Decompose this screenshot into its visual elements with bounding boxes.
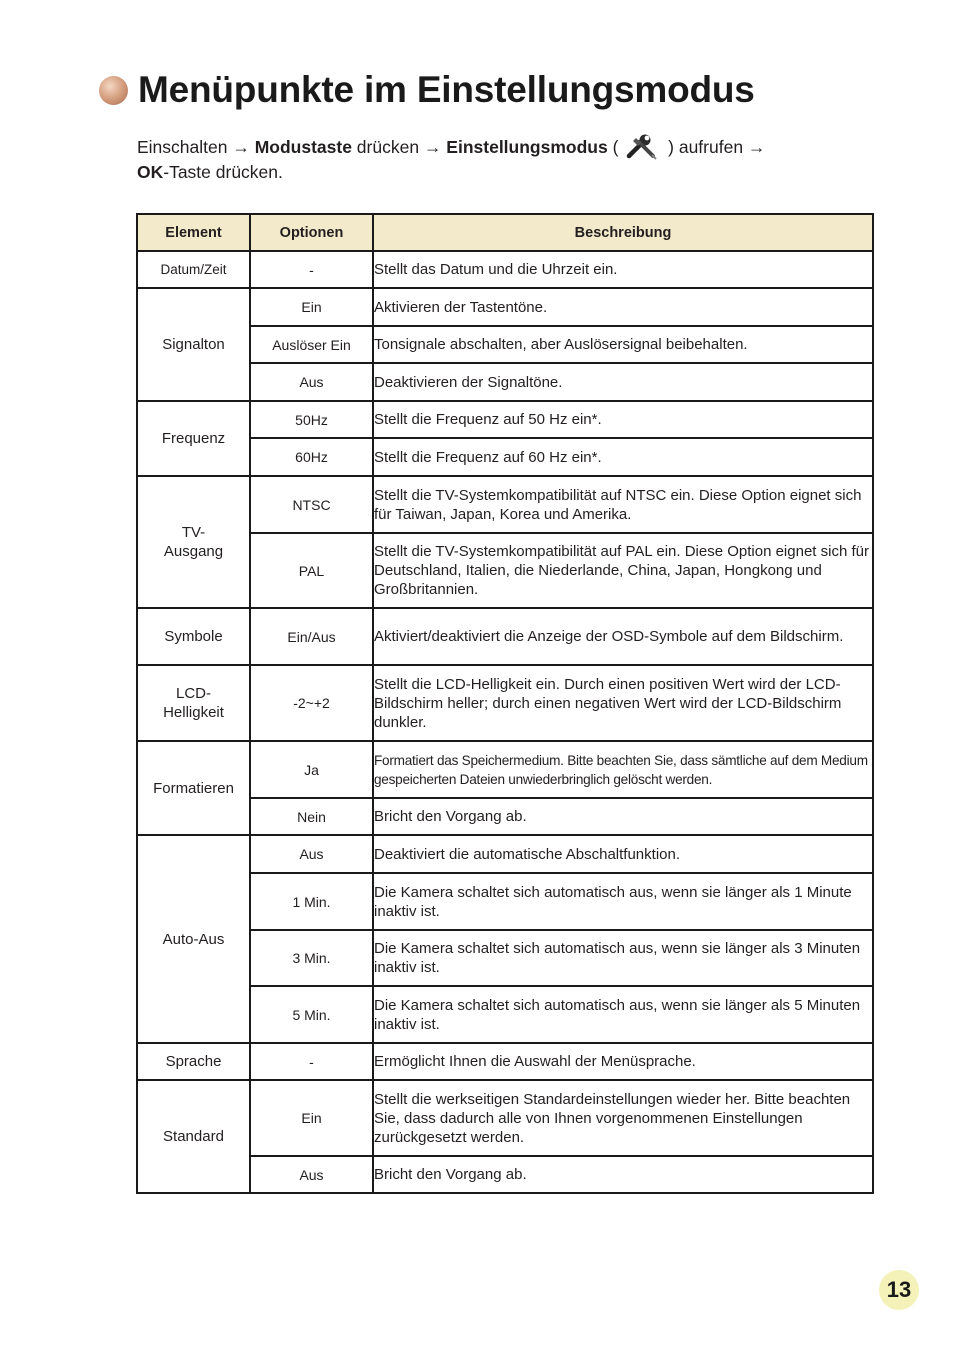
element-cell: Sprache	[137, 1043, 250, 1080]
table-row	[137, 288, 873, 326]
description-cell: Stellt die TV-Systemkompatibilität auf PAL ein. Diese Option eignet sich für Deutschland, Italien, die Niederlande, China, Japan, Hongkong und Großbritannien.	[373, 533, 873, 608]
option-cell: Aus	[250, 1156, 373, 1193]
option-cell: Nein	[250, 798, 373, 835]
option-cell: Ein	[250, 288, 373, 326]
option-cell: 50Hz	[250, 401, 373, 438]
description-cell: Stellt die Frequenz auf 50 Hz ein*.	[373, 401, 873, 438]
intro-setup-mode: Einstellungsmodus	[446, 137, 608, 157]
page-title: Menüpunkte im Einstellungsmodus	[138, 69, 755, 110]
header-description: Beschreibung	[373, 214, 873, 251]
description-cell: Ermöglicht Ihnen die Auswahl der Menüsprache.	[373, 1043, 873, 1080]
option-cell: Ein/Aus	[250, 608, 373, 665]
table-row	[137, 835, 873, 873]
settings-table	[136, 213, 874, 1194]
element-cell: Standard	[137, 1080, 250, 1193]
option-cell: -2~+2	[250, 665, 373, 741]
option-cell: Ja	[250, 741, 373, 798]
option-cell: NTSC	[250, 476, 373, 533]
description-cell: Bricht den Vorgang ab.	[373, 798, 873, 835]
option-cell: 5 Min.	[250, 986, 373, 1043]
header-options: Optionen	[250, 214, 373, 251]
table-row	[137, 476, 873, 533]
option-cell: 3 Min.	[250, 930, 373, 986]
intro-ok-key: OK	[137, 162, 164, 182]
description-cell: Formatiert das Speichermedium. Bitte beachten Sie, dass sämtliche auf dem Medium gespeicherten Dateien unwiederbringlich gelöscht werden.	[373, 741, 873, 798]
option-cell: Aus	[250, 363, 373, 401]
header-element: Element	[137, 214, 250, 251]
description-cell: Die Kamera schaltet sich automatisch aus, wenn sie länger als 1 Minute inaktiv ist.	[373, 873, 873, 930]
table-row	[137, 251, 873, 288]
element-cell: Formatieren	[137, 741, 250, 835]
option-cell: Auslöser Ein	[250, 326, 373, 363]
table-row	[137, 401, 873, 438]
element-cell: Frequenz	[137, 401, 250, 476]
description-cell: Deaktiviert die automatische Abschaltfunktion.	[373, 835, 873, 873]
description-cell: Aktivieren der Tastentöne.	[373, 288, 873, 326]
intro-mode-key: Modustaste	[254, 137, 352, 157]
description-cell: Deaktivieren der Signaltöne.	[373, 363, 873, 401]
intro-instructions	[137, 134, 857, 184]
intro-text-4: ) aufrufen →	[668, 137, 766, 157]
description-cell: Bricht den Vorgang ab.	[373, 1156, 873, 1193]
intro-text-1: Einschalten →	[137, 137, 255, 157]
element-cell: LCD- Helligkeit	[137, 665, 250, 741]
table-row	[137, 665, 873, 741]
description-cell: Die Kamera schaltet sich automatisch aus, wenn sie länger als 3 Minuten inaktiv ist.	[373, 930, 873, 986]
description-cell: Stellt die Frequenz auf 60 Hz ein*.	[373, 438, 873, 476]
option-cell: -	[250, 251, 373, 288]
description-cell: Stellt die TV-Systemkompatibilität auf NTSC ein. Diese Option eignet sich für Taiwan, Japan, Korea und Amerika.	[373, 476, 873, 533]
table-row	[137, 608, 873, 665]
title-bullet-icon	[99, 76, 128, 105]
table-row	[137, 1043, 873, 1080]
table-row	[137, 1080, 873, 1156]
element-cell: Signalton	[137, 288, 250, 401]
description-cell: Tonsignale abschalten, aber Auslösersignal beibehalten.	[373, 326, 873, 363]
table-header-row	[137, 214, 873, 251]
intro-text-3: (	[607, 137, 619, 157]
option-cell: 1 Min.	[250, 873, 373, 930]
description-cell: Aktiviert/deaktiviert die Anzeige der OSD-Symbole auf dem Bildschirm.	[373, 608, 873, 665]
element-cell: Auto-Aus	[137, 835, 250, 1043]
element-cell: TV- Ausgang	[137, 476, 250, 608]
table-row	[137, 741, 873, 798]
option-cell: Ein	[250, 1080, 373, 1156]
tools-icon	[625, 134, 661, 160]
description-cell: Stellt die werkseitigen Standardeinstellungen wieder her. Bitte beachten Sie, dass dadurch alle von Ihnen vorgenommenen Einstellungen zurückgesetzt werden.	[373, 1080, 873, 1156]
description-cell: Stellt das Datum und die Uhrzeit ein.	[373, 251, 873, 288]
intro-text-5: -Taste drücken.	[163, 162, 283, 182]
description-cell: Die Kamera schaltet sich automatisch aus, wenn sie länger als 5 Minuten inaktiv ist.	[373, 986, 873, 1043]
element-cell: Datum/Zeit	[137, 251, 250, 288]
option-cell: 60Hz	[250, 438, 373, 476]
description-cell: Stellt die LCD-Helligkeit ein. Durch einen positiven Wert wird der LCD-Bildschirm heller; durch einen negativen Wert wird der LCD-Bildschirm dunkler.	[373, 665, 873, 741]
page-number: 13	[879, 1270, 919, 1310]
option-cell: PAL	[250, 533, 373, 608]
option-cell: Aus	[250, 835, 373, 873]
element-cell: Symbole	[137, 608, 250, 665]
option-cell: -	[250, 1043, 373, 1080]
intro-text-2: drücken →	[351, 137, 447, 157]
